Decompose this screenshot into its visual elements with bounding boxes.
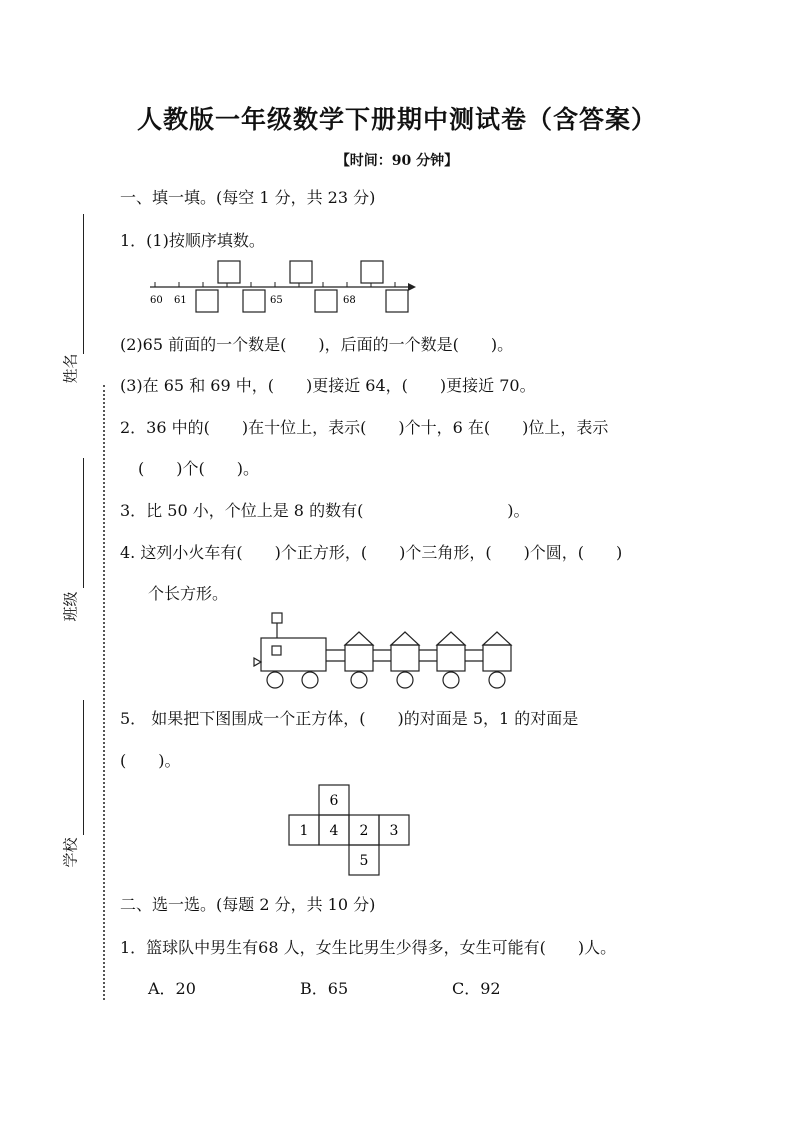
engine-front-triangle — [254, 658, 261, 666]
car3-square — [437, 645, 465, 671]
wheel-circle — [443, 672, 459, 688]
car2-roof-triangle — [391, 632, 419, 645]
car3-roof-triangle — [437, 632, 465, 645]
net-face-3: 3 — [389, 823, 399, 839]
engine-rectangle — [261, 638, 326, 671]
page-title: 人教版一年级数学下册期中测试卷（含答案） — [136, 105, 657, 134]
tick-label-60: 60 — [150, 295, 163, 306]
option-b: B．65 — [300, 979, 349, 998]
section2-question-1: 1．篮球队中男生有68 人，女生比男生少得多，女生可能有( )人。 — [120, 938, 617, 957]
option-a: A．20 — [148, 979, 196, 998]
section1-heading: 一、填一填。(每空 1 分，共 23 分) — [120, 188, 376, 207]
train-figure — [250, 608, 520, 692]
question-4-line2: 个长方形。 — [148, 584, 229, 603]
tick-label-61: 61 — [174, 295, 187, 306]
car4-roof-triangle — [483, 632, 511, 645]
class-label: 班级 — [61, 591, 80, 622]
number-line-figure — [140, 255, 430, 317]
question-2-line2: ( )个( )。 — [138, 459, 259, 478]
name-underline — [83, 214, 84, 354]
tick-marks — [155, 282, 395, 287]
cube-net-figure — [288, 784, 413, 876]
wheel-circle — [302, 672, 318, 688]
net-face-1: 1 — [299, 823, 309, 839]
wheel-circle — [351, 672, 367, 688]
car1-square — [345, 645, 373, 671]
class-underline — [83, 458, 84, 588]
question-1-3: (3)在 65 和 69 中，( )更接近 64，( )更接近 70。 — [120, 376, 536, 395]
question-1-1: 1．(1)按顺序填数。 — [120, 231, 265, 250]
net-face-4: 4 — [329, 823, 339, 839]
option-c: C．92 — [452, 979, 501, 998]
arrow-icon — [408, 283, 416, 291]
tick-label-65: 65 — [270, 295, 283, 306]
net-face-5: 5 — [359, 853, 369, 869]
chimney-square — [272, 613, 282, 623]
question-5-line2: ( )。 — [120, 751, 181, 770]
engine-window-square — [272, 646, 281, 655]
car2-square — [391, 645, 419, 671]
question-5-line1: 5． 如果把下图围成一个正方体，( )的对面是 5，1 的对面是 — [120, 709, 579, 728]
question-2-line1: 2．36 中的( )在十位上，表示( )个十，6 在( )位上，表示 — [120, 418, 609, 437]
time-note: 【时间：90 分钟】 — [335, 153, 459, 169]
question-1-2: (2)65 前面的一个数是( )，后面的一个数是( )。 — [120, 335, 514, 354]
wheel-circle — [397, 672, 413, 688]
car4-square — [483, 645, 511, 671]
car1-roof-triangle — [345, 632, 373, 645]
tick-label-68: 68 — [343, 295, 356, 306]
name-label: 姓名 — [61, 353, 80, 384]
question-4-line1: 4. 这列小火车有( )个正方形，( )个三角形，( )个圆，( ) — [120, 543, 623, 562]
question-3: 3．比 50 小，个位上是 8 的数有( )。 — [120, 501, 530, 520]
binding-dotted-line — [103, 385, 105, 1000]
section2-heading: 二、选一选。(每题 2 分，共 10 分) — [120, 895, 376, 914]
school-underline — [83, 700, 84, 835]
school-label: 学校 — [61, 837, 80, 868]
net-face-2: 2 — [359, 823, 369, 839]
wheel-circle — [489, 672, 505, 688]
net-face-6: 6 — [329, 793, 339, 809]
wheel-circle — [267, 672, 283, 688]
